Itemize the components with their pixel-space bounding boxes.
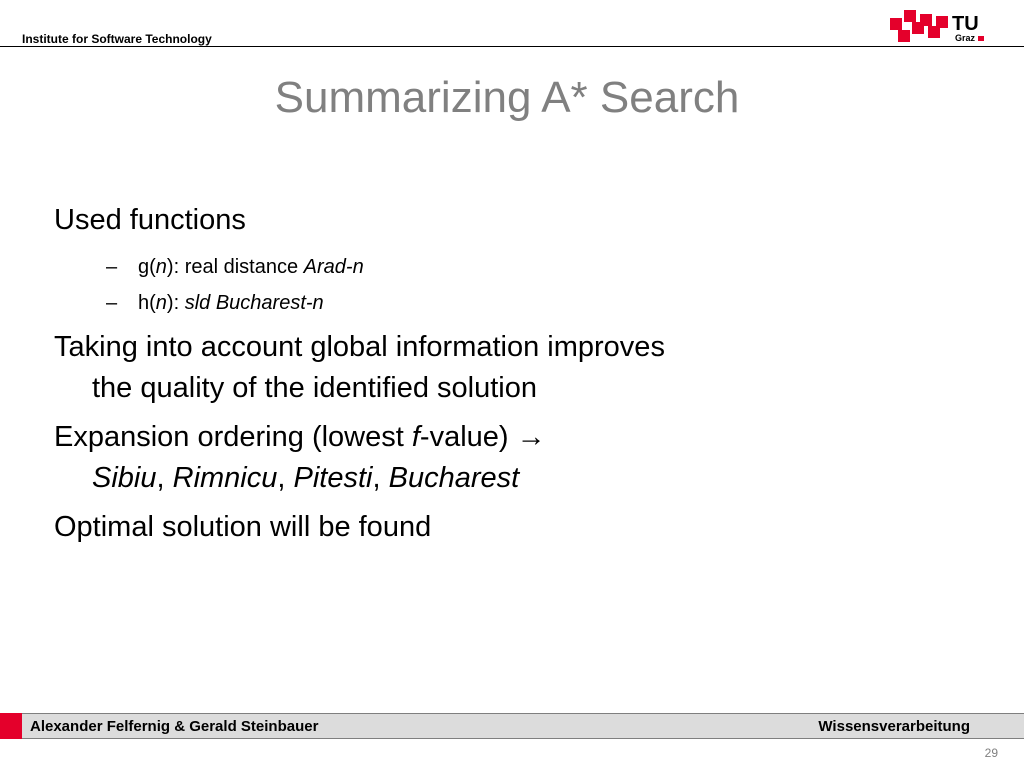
city-bucharest: Bucharest [388,462,520,494]
logo-graz-square [978,36,984,41]
city-separator: , [156,462,173,494]
logo-tu-text: TU [952,13,979,35]
slide-content [54,200,954,556]
sub-bullet-g [54,249,954,285]
footer-authors: Alexander Felfernig & Gerald Steinbauer [30,718,319,735]
dash-marker: – [106,292,118,314]
g-description: ): real distance [166,256,304,278]
bullet-text: Used functions [54,204,246,236]
logo-squares [890,10,948,42]
city-rimnicu: Rimnicu [172,462,278,494]
bullet-expansion-ordering [54,417,954,499]
city-separator: , [372,462,389,494]
institute-name: Institute for Software Technology [22,32,212,46]
city-pitesti: Pitesti [293,462,373,494]
city-sequence [54,458,954,499]
h-description: ): [166,292,185,314]
expansion-text-a: Expansion ordering (lowest [54,421,412,453]
g-italic-term: Arad-n [303,256,364,278]
city-separator: , [277,462,294,494]
expansion-text-b: -value) [419,421,517,453]
bullet-global-information [54,327,954,409]
footer-course: Wissensverarbeitung [818,718,970,735]
bullet-used-functions [54,200,954,241]
g-variable: n [155,256,167,278]
expansion-f: f [411,421,420,453]
h-variable: n [155,292,167,314]
logo-graz-text: Graz [955,33,976,43]
h-italic-term: sld Bucharest-n [184,292,324,314]
bullet-text: Optimal solution will be found [54,511,432,543]
right-arrow-icon: → [516,421,546,453]
bullet-line-2: the quality of the identified solution [92,372,537,404]
bullet-optimal-solution [54,507,954,548]
tu-graz-logo [890,8,990,44]
city-sibiu: Sibiu [92,462,157,494]
bullet-line-1: Taking into account global information improves [54,331,665,363]
header-divider [0,46,1024,47]
bullet-line-1 [54,417,954,458]
slide-title: Summarizing A* Search [274,73,740,122]
h-prefix: h( [138,292,156,314]
page-number: 29 [984,746,998,760]
footer-accent-square [0,713,22,739]
g-prefix: g( [138,256,156,278]
sub-bullet-list [54,249,954,321]
dash-marker: – [106,256,118,278]
sub-bullet-h [54,285,954,321]
